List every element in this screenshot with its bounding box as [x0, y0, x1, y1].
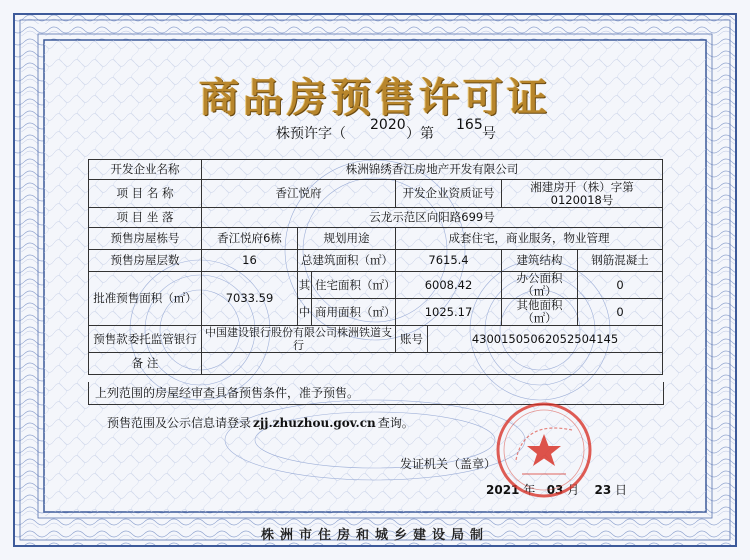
bank-label: 预售款委托监管银行	[89, 326, 202, 353]
table-row	[89, 228, 663, 250]
remarks-value	[202, 353, 663, 375]
account-value: 43001505062052504145	[428, 326, 663, 353]
building-label: 预售房屋栋号	[89, 228, 202, 250]
table-row	[89, 180, 663, 208]
bank-value: 中国建设银行股份有限公司株洲铁道支行	[202, 326, 396, 353]
developer-value: 株洲锦绣香江房地产开发有限公司	[202, 160, 663, 180]
certificate-title: 商品房预售许可证	[199, 74, 551, 121]
floors-label: 预售房屋层数	[89, 250, 202, 272]
of-which-2: 中	[298, 299, 312, 326]
approved-area-value: 7033.59	[202, 272, 298, 326]
table-row	[89, 250, 663, 272]
scope-line	[107, 414, 414, 431]
commercial-label: 商用面积（㎡）	[312, 299, 396, 326]
issuer-label: 发证机关（盖章）	[400, 457, 497, 471]
location-value: 云龙示范区向阳路699号	[202, 208, 663, 228]
license-prefix: 株预许字（	[276, 126, 346, 142]
location-label: 项 目 坐 落	[89, 208, 202, 228]
scope-website-link[interactable]: zjj.zhuzhou.gov.cn	[253, 416, 376, 430]
residential-value: 6008.42	[396, 272, 502, 299]
qualification-label: 开发企业资质证号	[396, 180, 502, 208]
building-value: 香江悦府6栋	[202, 228, 298, 250]
table-row	[89, 160, 663, 180]
date-year-unit: 年	[523, 483, 536, 497]
date-year: 2021	[486, 483, 520, 497]
date-day: 23	[594, 483, 612, 497]
official-seal	[494, 400, 594, 500]
qualification-value: 湘建房开（株）字第0120018号	[502, 180, 663, 208]
table-row	[89, 326, 663, 353]
license-suffix: ）第	[406, 126, 434, 142]
other-value: 0	[578, 299, 663, 326]
use-value: 成套住宅，商业服务，物业管理	[396, 228, 663, 250]
table-row	[89, 208, 663, 228]
table-row	[89, 353, 663, 375]
date-month: 03	[546, 483, 564, 497]
approval-statement: 上列范围的房屋经审查具备预售条件，准予预售。	[88, 382, 664, 405]
date-day-unit: 日	[615, 483, 628, 497]
remarks-label: 备 注	[89, 353, 202, 375]
structure-label: 建筑结构	[502, 250, 578, 272]
total-area-label: 总建筑面积（㎡）	[298, 250, 396, 272]
office-label: 办公面积（㎡）	[502, 272, 578, 299]
license-no-value: 165	[456, 117, 483, 133]
use-label: 规划用途	[298, 228, 396, 250]
account-label: 账号	[396, 326, 428, 353]
license-year: 2020	[370, 117, 406, 133]
date-month-unit: 月	[567, 483, 580, 497]
footer-issuer: 株洲市住房和城乡建设局制	[260, 528, 489, 543]
structure-value: 钢筋混凝土	[578, 250, 663, 272]
table-row	[89, 272, 663, 299]
other-label: 其他面积（㎡）	[502, 299, 578, 326]
developer-label: 开发企业名称	[89, 160, 202, 180]
permit-table	[88, 159, 663, 375]
of-which-1: 其	[298, 272, 312, 299]
project-label: 项 目 名 称	[89, 180, 202, 208]
project-value: 香江悦府	[202, 180, 396, 208]
scope-suffix: 查询。	[377, 416, 414, 430]
residential-label: 住宅面积（㎡）	[312, 272, 396, 299]
approved-area-label: 批准预售面积（㎡）	[89, 272, 202, 326]
scope-prefix: 预售范围及公示信息请登录	[107, 416, 252, 430]
license-unit: 号	[482, 126, 496, 142]
floors-value: 16	[202, 250, 298, 272]
total-area-value: 7615.4	[396, 250, 502, 272]
office-value: 0	[578, 272, 663, 299]
commercial-value: 1025.17	[396, 299, 502, 326]
